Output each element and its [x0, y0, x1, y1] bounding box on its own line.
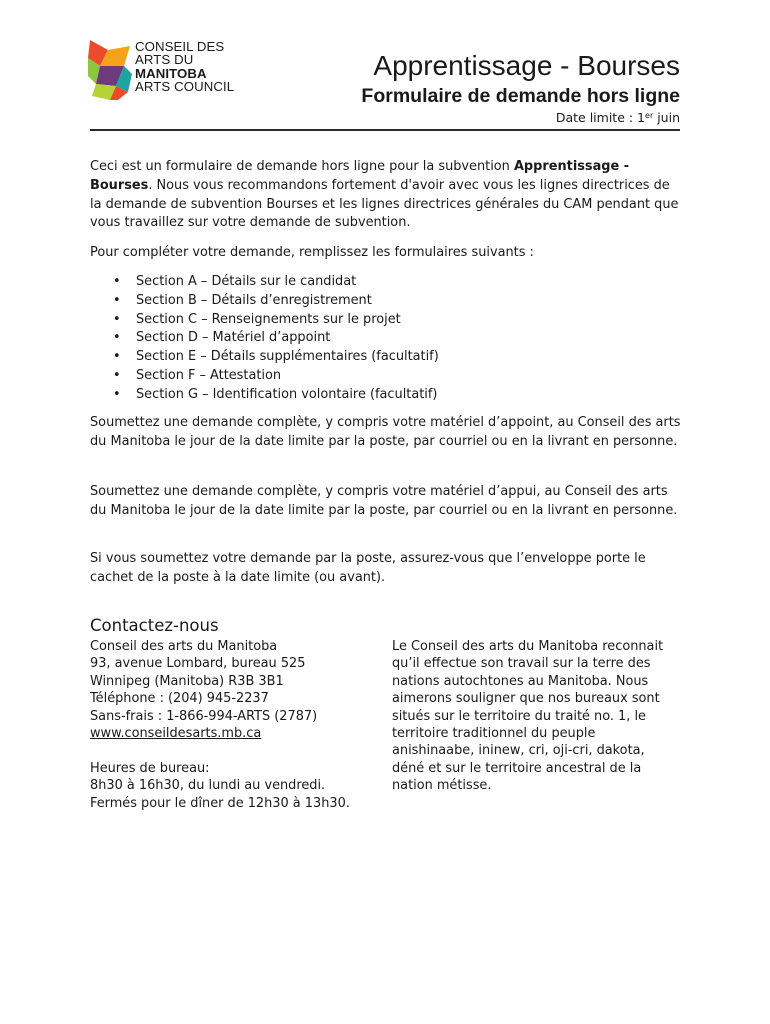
section-d: Section D – Matériel d’appoint: [136, 330, 331, 346]
logo-line-4: ARTS COUNCIL: [135, 79, 235, 95]
list-item: [113, 348, 439, 367]
office-hours: 8h30 à 16h30, du lundi au vendredi.: [90, 778, 326, 794]
bullet-icon: •: [113, 311, 121, 327]
list-item: [113, 367, 439, 386]
intro-text-after: . Nous vous recommandons fortement d'avoir avec vous les lignes directrices de la demande de subvention Bourses et les lignes directrices générales du CAM pendant que vous travaillez sur votre demande de subvention.: [90, 177, 679, 231]
deadline-prefix: Date limite : 1: [555, 110, 646, 125]
list-item: [113, 329, 439, 348]
office-hours-label: Heures de bureau:: [90, 760, 210, 776]
bullet-icon: •: [113, 292, 121, 308]
intro-paragraph: [90, 158, 682, 233]
bullet-icon: •: [113, 386, 121, 402]
sections-list: [113, 273, 439, 405]
land-acknowledgement: Le Conseil des arts du Manitoba reconnait qu’il effectue son travail sur la terre des nations autochtones au Manitoba. Nous aimerons souligner que nos bureaux sont situés sur le territoire du traité no. 1, le territoire traditionnel du peuple anishinaabe, ininew, cri, oji-cri, dakota, déné et sur le territoire ancestral de la nation métisse.: [392, 639, 664, 794]
list-item: [113, 311, 439, 330]
section-a: Section A – Détails sur le candidat: [136, 274, 357, 289]
postmark-paragraph: Si vous soumettez votre demande par la poste, assurez-vous que l’enveloppe porte le cachet de la poste à la date limite (ou avant).: [90, 551, 646, 585]
council-logo-wordmark: [135, 40, 234, 94]
contact-address-line-1: 93, avenue Lombard, bureau 525: [90, 656, 306, 672]
bullet-icon: •: [113, 274, 121, 289]
bullet-icon: •: [113, 367, 121, 383]
deadline-suffix: juin: [653, 110, 680, 125]
lunch-closure: Fermés pour le dîner de 12h30 à 13h30.: [90, 795, 350, 811]
complete-instructions: Pour compléter votre demande, remplissez les formulaires suivants :: [90, 245, 534, 260]
contact-address-line-2: Winnipeg (Manitoba) R3B 3B1: [90, 673, 284, 689]
contact-website-wrap: [90, 725, 380, 742]
section-c: Section C – Renseignements sur le projet: [136, 311, 401, 327]
submission-paragraph-2: Soumettez une demande complète, y compris votre matériel d’appui, au Conseil des arts du Manitoba le jour de la date limite par la poste, par courriel ou en la livrant en personne.: [90, 484, 678, 518]
logo-line-1: CONSEIL DES: [135, 39, 225, 54]
council-logo: [88, 38, 238, 102]
document-title: Apprentissage - Bourses: [373, 50, 680, 81]
section-g: Section G – Identification volontaire (facultatif): [136, 386, 438, 402]
bullet-icon: •: [113, 349, 121, 365]
section-f: Section F – Attestation: [136, 367, 282, 383]
contact-org: Conseil des arts du Manitoba: [90, 639, 278, 654]
section-e: Section E – Détails supplémentaires (facultatif): [136, 349, 439, 365]
section-b: Section B – Détails d’enregistrement: [136, 292, 372, 308]
bullet-icon: •: [113, 330, 121, 346]
council-logo-icon: [88, 40, 132, 100]
contact-phone: Téléphone : (204) 945-2237: [90, 691, 269, 707]
header-divider: [90, 129, 680, 131]
contact-details: [90, 638, 380, 812]
logo-line-3: MANITOBA: [135, 65, 207, 81]
intro-grant-name: Apprentissage - Bourses: [90, 159, 630, 193]
document-subtitle: Formulaire de demande hors ligne: [361, 85, 680, 107]
deadline-superscript: er: [645, 111, 654, 120]
submission-paragraph-1: Soumettez une demande complète, y compris votre matériel d’appoint, au Conseil des arts du Manitoba le jour de la date limite par la poste, par courriel ou en la livrant en personne.: [90, 415, 681, 449]
website-link[interactable]: www.conseildesarts.mb.ca: [90, 726, 262, 742]
spacer: [90, 742, 380, 759]
contact-tollfree: Sans-frais : 1-866-994-ARTS (2787): [90, 708, 318, 724]
list-item: [113, 386, 439, 405]
list-item: [113, 273, 439, 292]
list-item: [113, 292, 439, 311]
logo-line-2: ARTS DU: [135, 52, 194, 68]
contact-heading: Contactez-nous: [90, 616, 219, 635]
intro-text-before: Ceci est un formulaire de demande hors ligne pour la subvention: [90, 159, 514, 174]
deadline: [556, 111, 680, 125]
